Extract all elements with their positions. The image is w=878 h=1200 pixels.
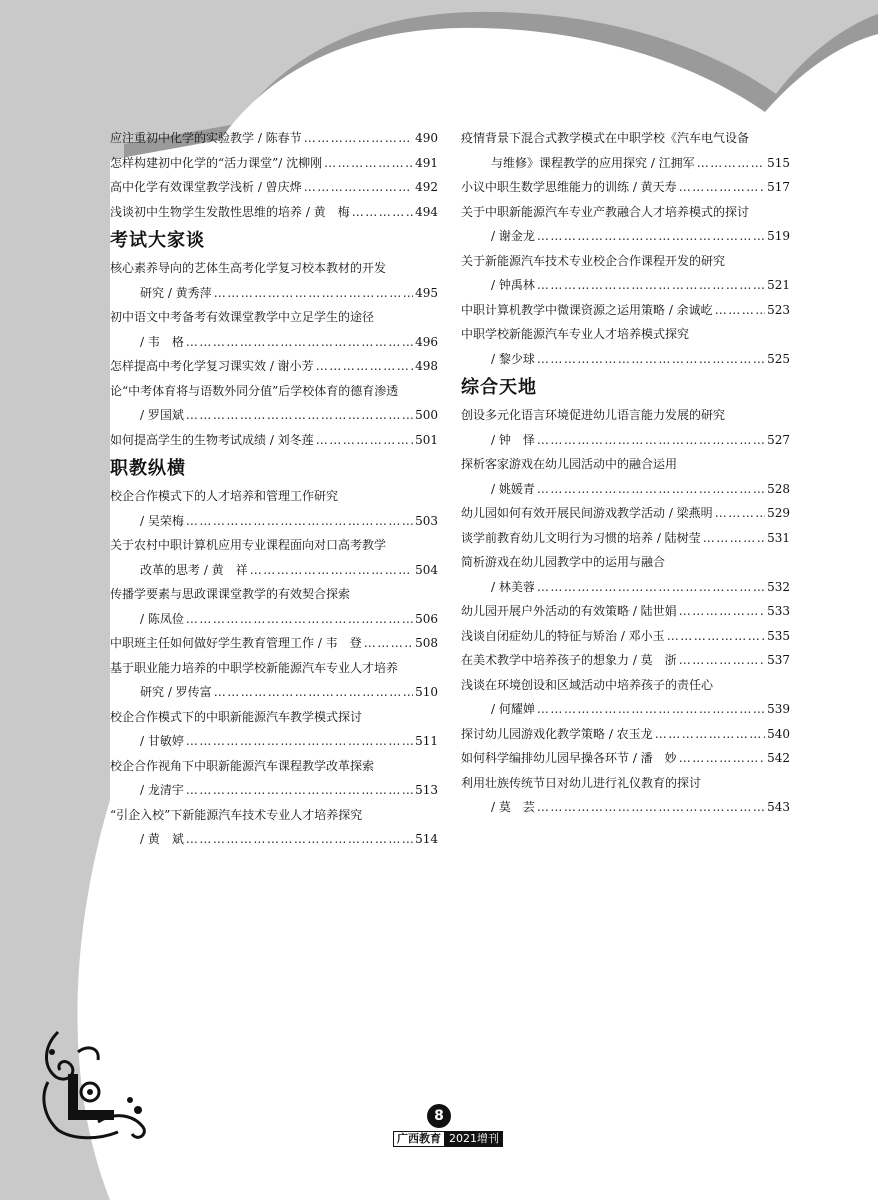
entry-title: 谈学前教育幼儿文明行为习惯的培养 / 陆树莹 xyxy=(461,530,701,545)
toc-entry[interactable] xyxy=(461,526,790,551)
toc-entry-line xyxy=(461,795,790,820)
entry-title: 与维修》课程教学的应用探究 / 江拥军 xyxy=(491,155,695,170)
entry-title: 基于职业能力培养的中职学校新能源汽车专业人才培养 xyxy=(110,660,399,675)
leader-dots xyxy=(537,224,765,249)
entry-title: / 黎少球 xyxy=(491,351,535,366)
toc-entry-line xyxy=(461,273,790,298)
entry-title: / 姚媛青 xyxy=(491,481,535,496)
toc-entry[interactable] xyxy=(110,428,438,453)
entry-page-number: 504 xyxy=(415,562,438,577)
leader-dots xyxy=(304,175,413,200)
leader-dots xyxy=(679,746,765,771)
entry-title: / 莫 芸 xyxy=(491,800,535,814)
leader-dots xyxy=(703,526,765,551)
entry-title: / 韦 格 xyxy=(140,334,184,349)
toc-entry[interactable] xyxy=(461,746,790,771)
entry-title: 改革的思考 / 黄 祥 xyxy=(140,562,248,577)
toc-entry[interactable] xyxy=(461,298,790,323)
entry-page-number: 533 xyxy=(767,604,790,618)
toc-entry[interactable] xyxy=(461,322,790,371)
leader-dots xyxy=(316,428,413,453)
toc-entry-line xyxy=(461,452,790,477)
toc-entry[interactable] xyxy=(110,705,438,754)
toc-entry[interactable] xyxy=(461,550,790,599)
leader-dots xyxy=(537,273,765,298)
leader-dots xyxy=(537,795,765,820)
toc-entry-line xyxy=(110,354,438,379)
entry-page-number: 517 xyxy=(767,180,790,194)
entry-title: 高中化学有效课堂教学浅析 / 曾庆烨 xyxy=(110,180,302,194)
leader-dots xyxy=(214,680,413,705)
toc-entry-line xyxy=(110,607,438,632)
toc-entry[interactable] xyxy=(110,379,438,428)
toc-entry-line xyxy=(110,827,438,852)
entry-page-number: 501 xyxy=(415,432,438,447)
entry-title: 中职学校新能源汽车专业人才培养模式探究 xyxy=(461,327,690,341)
leader-dots xyxy=(537,575,765,600)
toc-left-column xyxy=(110,126,438,852)
toc-entry[interactable] xyxy=(110,175,438,200)
entry-title: 校企合作模式下的中职新能源汽车教学模式探讨 xyxy=(110,709,363,724)
entry-page-number: 525 xyxy=(767,351,790,366)
toc-entry[interactable] xyxy=(461,452,790,501)
leader-dots xyxy=(186,729,413,754)
toc-entry[interactable] xyxy=(461,200,790,249)
toc-entry[interactable] xyxy=(110,533,438,582)
toc-entry-line xyxy=(110,484,438,509)
toc-entry-line xyxy=(461,501,790,526)
journal-footer xyxy=(393,1131,503,1147)
entry-title: / 黄 斌 xyxy=(140,832,184,846)
leader-dots xyxy=(697,151,765,176)
leader-dots xyxy=(537,477,765,502)
leader-dots xyxy=(364,631,413,656)
entry-title: / 龙清宇 xyxy=(140,783,184,797)
entry-title: / 钟 怿 xyxy=(491,432,535,447)
entry-title: / 谢金龙 xyxy=(491,229,535,243)
toc-entry-line xyxy=(461,624,790,649)
toc-entry-line xyxy=(461,599,790,624)
toc-entry[interactable] xyxy=(110,305,438,354)
toc-entry-line xyxy=(110,778,438,803)
toc-entry-line xyxy=(110,151,438,176)
toc-entry-line xyxy=(461,175,790,200)
toc-entry[interactable] xyxy=(110,354,438,379)
toc-entry-line xyxy=(110,558,438,583)
journal-issue: 2021增刊 xyxy=(445,1131,503,1147)
toc-entry-line xyxy=(110,126,438,151)
toc-entry[interactable] xyxy=(461,599,790,624)
toc-entry-line xyxy=(110,754,438,779)
toc-entry[interactable] xyxy=(110,126,438,151)
leader-dots xyxy=(537,347,765,372)
entry-page-number: 543 xyxy=(767,800,790,814)
entry-title: 中职计算机教学中微课资源之运用策略 / 余诚屹 xyxy=(461,302,713,317)
entry-page-number: 528 xyxy=(767,481,790,496)
entry-page-number: 521 xyxy=(767,278,790,292)
entry-page-number: 527 xyxy=(767,432,790,447)
entry-page-number: 503 xyxy=(415,513,438,528)
entry-title: 如何提高学生的生物考试成绩 / 刘冬莲 xyxy=(110,432,314,447)
toc-entry-line xyxy=(110,403,438,428)
entry-page-number: 496 xyxy=(415,334,438,349)
toc-entry-line xyxy=(110,656,438,681)
entry-page-number: 506 xyxy=(415,611,438,626)
entry-title: 怎样提高中考化学复习课实效 / 谢小芳 xyxy=(110,359,314,373)
entry-title: 利用壮族传统节日对幼儿进行礼仪教育的探讨 xyxy=(461,775,702,790)
toc-entry-line xyxy=(461,575,790,600)
entry-page-number: 513 xyxy=(415,783,438,797)
toc-entry-line xyxy=(461,477,790,502)
toc-entry-line xyxy=(110,256,438,281)
leader-dots xyxy=(679,599,765,624)
entry-title: 幼儿园如何有效开展民间游戏教学活动 / 梁燕明 xyxy=(461,506,713,520)
entry-title: “引企入校”下新能源汽车技术专业人才培养探究 xyxy=(110,807,363,822)
section-title: 考试大家谈 xyxy=(110,230,205,251)
entry-page-number: 531 xyxy=(767,530,790,545)
toc-entry[interactable] xyxy=(110,656,438,705)
entry-page-number: 490 xyxy=(415,131,438,145)
entry-title: 校企合作视角下中职新能源汽车课程教学改革探索 xyxy=(110,758,375,773)
entry-page-number: 500 xyxy=(415,408,438,422)
toc-entry[interactable] xyxy=(461,673,790,722)
entry-title: 浅谈自闭症幼儿的特征与矫治 / 邓小玉 xyxy=(461,628,665,643)
leader-dots xyxy=(679,648,765,673)
toc-entry-line xyxy=(110,729,438,754)
entry-title: 疫情背景下混合式教学模式在中职学校《汽车电气设备 xyxy=(461,131,750,145)
entry-title: 中职班主任如何做好学生教育管理工作 / 韦 登 xyxy=(110,636,362,650)
entry-title: 核心素养导向的艺体生高考化学复习校本教材的开发 xyxy=(110,261,387,275)
entry-page-number: 510 xyxy=(415,685,438,699)
toc-entry-line xyxy=(461,249,790,274)
entry-title: 在美术教学中培养孩子的想象力 / 莫 浙 xyxy=(461,653,677,667)
entry-page-number: 523 xyxy=(767,302,790,317)
entry-page-number: 529 xyxy=(767,506,790,520)
entry-title: 关于新能源汽车技术专业校企合作课程开发的研究 xyxy=(461,253,726,268)
journal-name: 广西教育 xyxy=(393,1131,445,1147)
leader-dots xyxy=(250,558,413,583)
entry-page-number: 508 xyxy=(415,636,438,650)
corner-ornament-icon xyxy=(38,1022,160,1144)
toc-entry-line xyxy=(461,126,790,151)
toc-entry-line xyxy=(110,582,438,607)
toc-entry-line xyxy=(461,697,790,722)
entry-title: 研究 / 黄秀萍 xyxy=(140,285,212,300)
entry-page-number: 540 xyxy=(767,726,790,741)
toc-entry[interactable] xyxy=(461,501,790,526)
entry-title: 校企合作模式下的人才培养和管理工作研究 xyxy=(110,489,339,503)
entry-page-number: 511 xyxy=(415,734,438,748)
toc-entry-line xyxy=(461,550,790,575)
entry-title: 研究 / 罗传富 xyxy=(140,685,212,699)
toc-entry[interactable] xyxy=(110,582,438,631)
leader-dots xyxy=(186,330,413,355)
toc-entry[interactable] xyxy=(461,126,790,175)
toc-entry[interactable] xyxy=(461,771,790,820)
toc-entry-line xyxy=(110,428,438,453)
toc-entry-line xyxy=(461,673,790,698)
toc-entry[interactable] xyxy=(461,624,790,649)
entry-title: / 何耀婵 xyxy=(491,702,535,716)
entry-title: 探讨幼儿园游戏化教学策略 / 农玉龙 xyxy=(461,726,653,741)
entry-title: 应注重初中化学的实验教学 / 陈春节 xyxy=(110,131,302,145)
leader-dots xyxy=(186,778,413,803)
toc-entry[interactable] xyxy=(461,722,790,747)
entry-title: / 吴荣梅 xyxy=(140,513,184,528)
entry-title: 关于农村中职计算机应用专业课程面向对口高考教学 xyxy=(110,538,387,552)
toc-entry-line xyxy=(110,533,438,558)
entry-page-number: 514 xyxy=(415,832,438,846)
page-number-badge: 8 xyxy=(427,1104,451,1128)
entry-page-number: 498 xyxy=(415,359,438,373)
toc-entry[interactable] xyxy=(110,256,438,305)
leader-dots xyxy=(316,354,413,379)
entry-title: 传播学要素与思政课课堂教学的有效契合探索 xyxy=(110,587,351,601)
entry-title: / 林美蓉 xyxy=(491,579,535,594)
leader-dots xyxy=(304,126,413,151)
toc-entry[interactable] xyxy=(110,484,438,533)
leader-dots xyxy=(352,200,413,225)
leader-dots xyxy=(537,428,765,453)
toc-entry-line xyxy=(110,680,438,705)
entry-page-number: 519 xyxy=(767,229,790,243)
toc-entry[interactable] xyxy=(110,200,438,225)
toc-entry-line xyxy=(110,330,438,355)
leader-dots xyxy=(537,697,765,722)
entry-title: 幼儿园开展户外活动的有效策略 / 陆世娟 xyxy=(461,604,677,618)
leader-dots xyxy=(214,281,413,306)
entry-page-number: 492 xyxy=(415,180,438,194)
toc-entry-line xyxy=(461,722,790,747)
entry-title: 创设多元化语言环境促进幼儿语言能力发展的研究 xyxy=(461,408,726,422)
toc-entry-line xyxy=(461,224,790,249)
entry-page-number: 542 xyxy=(767,751,790,765)
toc-entry-line xyxy=(110,200,438,225)
entry-title: 小议中职生数学思维能力的训练 / 黄天寿 xyxy=(461,180,677,194)
toc-entry-line xyxy=(110,281,438,306)
entry-title: / 陈凤俭 xyxy=(140,611,184,626)
toc-entry-line xyxy=(461,151,790,176)
leader-dots xyxy=(186,607,413,632)
entry-title: 简析游戏在幼儿园教学中的运用与融合 xyxy=(461,555,666,569)
toc-entry-line xyxy=(461,200,790,225)
leader-dots xyxy=(715,501,765,526)
leader-dots xyxy=(324,151,413,176)
entry-title: / 甘敏婷 xyxy=(140,734,184,748)
toc-entry-line xyxy=(461,746,790,771)
toc-entry-line xyxy=(110,175,438,200)
entry-page-number: 532 xyxy=(767,579,790,594)
toc-entry-line xyxy=(461,648,790,673)
entry-title: 如何科学编排幼儿园早操各环节 / 潘 妙 xyxy=(461,751,677,765)
entry-page-number: 491 xyxy=(415,155,438,170)
leader-dots xyxy=(667,624,765,649)
toc-entry-line xyxy=(461,298,790,323)
toc-entry[interactable] xyxy=(461,175,790,200)
entry-title: 关于中职新能源汽车专业产教融合人才培养模式的探讨 xyxy=(461,204,750,219)
entry-title: / 罗国斌 xyxy=(140,408,184,422)
leader-dots xyxy=(655,722,765,747)
toc-entry[interactable] xyxy=(461,403,790,452)
entry-title: / 钟禹林 xyxy=(491,278,535,292)
toc-right-column xyxy=(461,126,790,820)
entry-title: 浅谈初中生物学生发散性思维的培养 / 黄 梅 xyxy=(110,204,350,219)
toc-entry-line xyxy=(461,771,790,796)
section-title: 职教纵横 xyxy=(110,458,186,479)
toc-entry-line xyxy=(110,379,438,404)
entry-page-number: 539 xyxy=(767,702,790,716)
toc-entry-line xyxy=(461,322,790,347)
entry-page-number: 515 xyxy=(767,155,790,170)
entry-page-number: 535 xyxy=(767,628,790,643)
toc-entry-line xyxy=(461,428,790,453)
entry-title: 论“中考体育将与语数外同分值”后学校体育的德育渗透 xyxy=(110,383,399,398)
toc-entry-line xyxy=(110,509,438,534)
section-title: 综合天地 xyxy=(461,377,537,398)
toc-entry-line xyxy=(110,705,438,730)
toc-entry[interactable] xyxy=(110,803,438,852)
leader-dots xyxy=(186,403,413,428)
toc-entry[interactable] xyxy=(461,648,790,673)
toc-entry-line xyxy=(110,305,438,330)
leader-dots xyxy=(186,827,413,852)
entry-page-number: 494 xyxy=(415,204,438,219)
leader-dots xyxy=(679,175,765,200)
toc-entry[interactable] xyxy=(110,631,438,656)
toc-entry-line xyxy=(461,526,790,551)
toc-entry[interactable] xyxy=(461,249,790,298)
leader-dots xyxy=(186,509,413,534)
toc-entry-line xyxy=(461,403,790,428)
toc-entry-line xyxy=(110,631,438,656)
toc-entry[interactable] xyxy=(110,151,438,176)
entry-title: 浅谈在环境创设和区域活动中培养孩子的责任心 xyxy=(461,677,714,692)
entry-title: 探析客家游戏在幼儿园活动中的融合运用 xyxy=(461,457,678,471)
entry-page-number: 495 xyxy=(415,285,438,300)
toc-entry[interactable] xyxy=(110,754,438,803)
entry-page-number: 537 xyxy=(767,653,790,667)
entry-title: 初中语文中考备考有效课堂教学中立足学生的途径 xyxy=(110,310,375,324)
toc-entry-line xyxy=(461,347,790,372)
entry-title: 怎样构建初中化学的“活力课堂”/ 沈柳刚 xyxy=(110,155,323,170)
leader-dots xyxy=(715,298,765,323)
toc-entry-line xyxy=(110,803,438,828)
